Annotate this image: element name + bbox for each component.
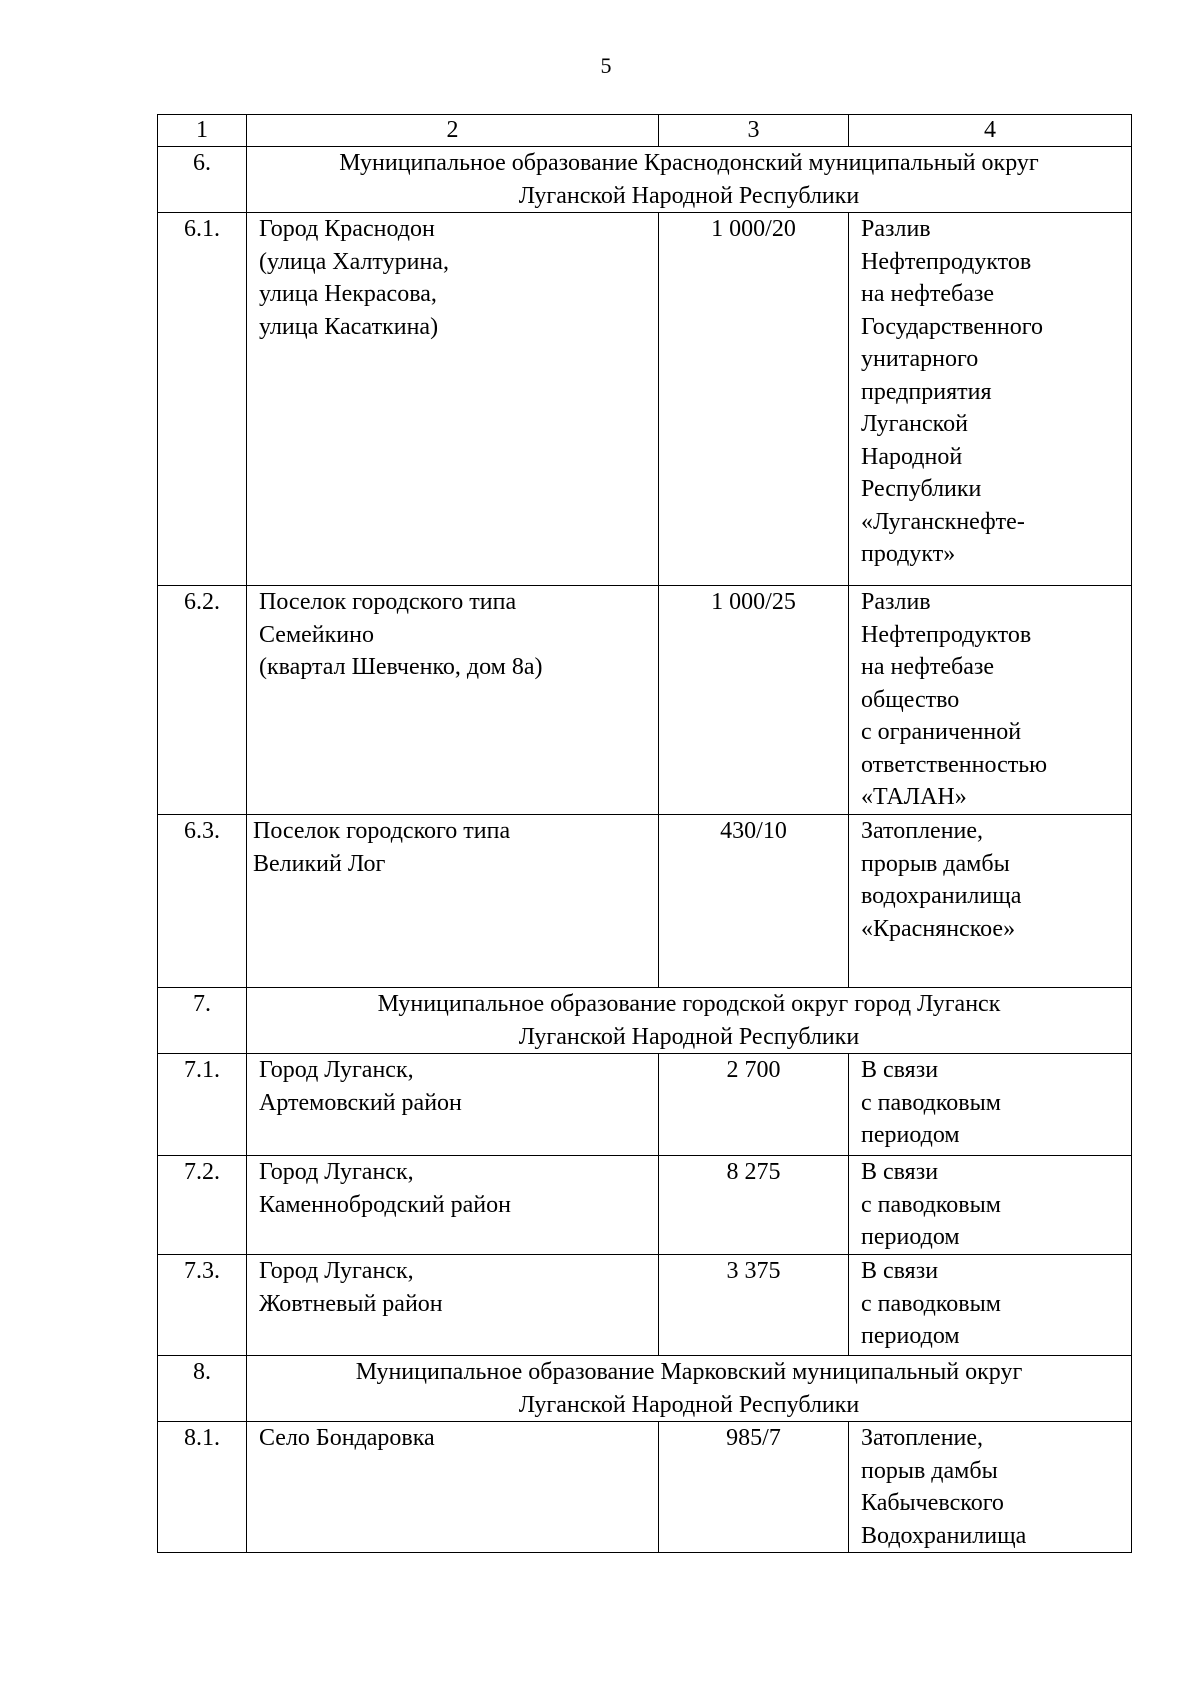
row-number: 7.3.	[158, 1255, 247, 1356]
section-title	[247, 988, 1132, 1054]
table-row	[158, 586, 1132, 815]
text-line: порыв дамбы	[861, 1457, 998, 1484]
text-line: «Луганскнефте-	[861, 508, 1025, 535]
header-cell: 3	[659, 115, 849, 147]
text-line: прорыв дамбы	[861, 850, 1010, 877]
settlement-name	[247, 586, 659, 815]
text-line: на нефтебазе	[861, 654, 994, 680]
text-line: Государственного	[861, 313, 1043, 340]
settlement-name	[247, 1054, 659, 1156]
reason-cell	[849, 1156, 1132, 1255]
text-line: на нефтебазе	[861, 281, 994, 307]
section-row	[158, 147, 1132, 213]
text-line: предприятия	[861, 378, 992, 405]
text-line: периодом	[861, 1122, 960, 1148]
text-line: с паводковым	[861, 1089, 1001, 1116]
text-line: Луганской Народной Республики	[518, 182, 860, 209]
text-line: Великий Лог	[253, 850, 386, 877]
text-line: Затопление,	[861, 1425, 984, 1451]
text-line: Водохранилища	[861, 1522, 1027, 1549]
text-line: продукт»	[861, 541, 956, 567]
text-line: Семейкино	[259, 621, 374, 648]
reason-cell	[849, 1255, 1132, 1356]
row-number: 8.1.	[158, 1422, 247, 1553]
text-line: Затопление,	[861, 818, 984, 844]
text-line: с паводковым	[861, 1191, 1001, 1218]
section-row	[158, 988, 1132, 1054]
settlement-name	[247, 1156, 659, 1255]
table-row	[158, 213, 1132, 586]
value-cell: 1 000/20	[659, 213, 849, 586]
page-number: 5	[600, 53, 612, 78]
row-number: 6.1.	[158, 213, 247, 586]
text-line: Народной	[861, 443, 963, 470]
text-line: Разлив	[861, 216, 931, 242]
table-row	[158, 1054, 1132, 1156]
text-line: Разлив	[861, 589, 931, 615]
text-line: Каменнобродский район	[259, 1191, 511, 1218]
text-line: Луганской Народной Республики	[518, 1391, 860, 1418]
row-number: 6.3.	[158, 815, 247, 988]
text-line: Село Бондаровка	[259, 1425, 435, 1451]
section-row	[158, 1356, 1132, 1422]
text-line: В связи	[861, 1159, 939, 1185]
text-line: с ограниченной	[861, 719, 1022, 745]
text-line: Артемовский район	[259, 1089, 462, 1116]
table-row	[158, 815, 1132, 988]
value-cell: 430/10	[659, 815, 849, 988]
text-line: Муниципальное образование Марковский муниципальный округ	[355, 1359, 1023, 1385]
text-line: Город Луганск,	[259, 1057, 414, 1083]
text-line: Кабычевского	[861, 1490, 1004, 1516]
text-line: водохранилища	[861, 883, 1022, 909]
row-number: 7.2.	[158, 1156, 247, 1255]
text-line: улица Касаткина)	[259, 313, 439, 340]
text-line: Город Краснодон	[259, 216, 435, 242]
header-cell: 2	[247, 115, 659, 147]
reason-cell	[849, 1422, 1132, 1553]
table-row	[158, 1255, 1132, 1356]
text-line: Муниципальное образование городской округ город Луганск	[377, 991, 1001, 1017]
value-cell: 3 375	[659, 1255, 849, 1356]
reason-cell	[849, 1054, 1132, 1156]
text-line: «ТАЛАН»	[861, 784, 967, 810]
text-line: Нефтепродуктов	[861, 621, 1032, 648]
text-line: с паводковым	[861, 1290, 1001, 1317]
text-line: «Краснянское»	[861, 915, 1016, 942]
reason-cell	[849, 586, 1132, 815]
text-line: Луганской Народной Республики	[518, 1023, 860, 1050]
text-line: Жовтневый район	[259, 1290, 443, 1317]
row-number: 8.	[158, 1356, 247, 1422]
text-line: Луганской	[861, 411, 968, 437]
text-line: улица Некрасова,	[259, 281, 437, 307]
text-line: Город Луганск,	[259, 1159, 414, 1185]
section-title	[247, 147, 1132, 213]
reason-cell	[849, 213, 1132, 586]
row-number: 6.2.	[158, 586, 247, 815]
text-line: Нефтепродуктов	[861, 248, 1032, 275]
row-number: 6.	[158, 147, 247, 213]
header-cell: 4	[849, 115, 1132, 147]
value-cell: 985/7	[659, 1422, 849, 1553]
text-line: общество	[861, 686, 960, 713]
settlement-name	[247, 1422, 659, 1553]
header-cell: 1	[158, 115, 247, 147]
text-line: ответственностью	[861, 751, 1048, 778]
text-line: Поселок городского типа	[253, 818, 511, 844]
text-line: Поселок городского типа	[259, 589, 517, 615]
value-cell: 1 000/25	[659, 586, 849, 815]
text-line: Республики	[861, 476, 982, 502]
text-line: Город Луганск,	[259, 1258, 414, 1284]
text-line: Муниципальное образование Краснодонский муниципальный округ	[339, 150, 1039, 176]
text-line: периодом	[861, 1224, 960, 1250]
flood-zones-table	[157, 114, 1132, 1553]
text-line: (улица Халтурина,	[259, 248, 449, 275]
section-title	[247, 1356, 1132, 1422]
reason-cell	[849, 815, 1132, 988]
table-header-row	[158, 115, 1132, 147]
value-cell: 2 700	[659, 1054, 849, 1156]
table-row	[158, 1156, 1132, 1255]
settlement-name	[247, 1255, 659, 1356]
text-line: (квартал Шевченко, дом 8а)	[259, 654, 543, 680]
row-number: 7.	[158, 988, 247, 1054]
text-line: В связи	[861, 1258, 939, 1284]
text-line: унитарного	[861, 346, 979, 372]
value-cell: 8 275	[659, 1156, 849, 1255]
row-number: 7.1.	[158, 1054, 247, 1156]
text-line: периодом	[861, 1323, 960, 1349]
table-row	[158, 1422, 1132, 1553]
text-line: В связи	[861, 1057, 939, 1083]
settlement-name	[247, 815, 659, 988]
settlement-name	[247, 213, 659, 586]
